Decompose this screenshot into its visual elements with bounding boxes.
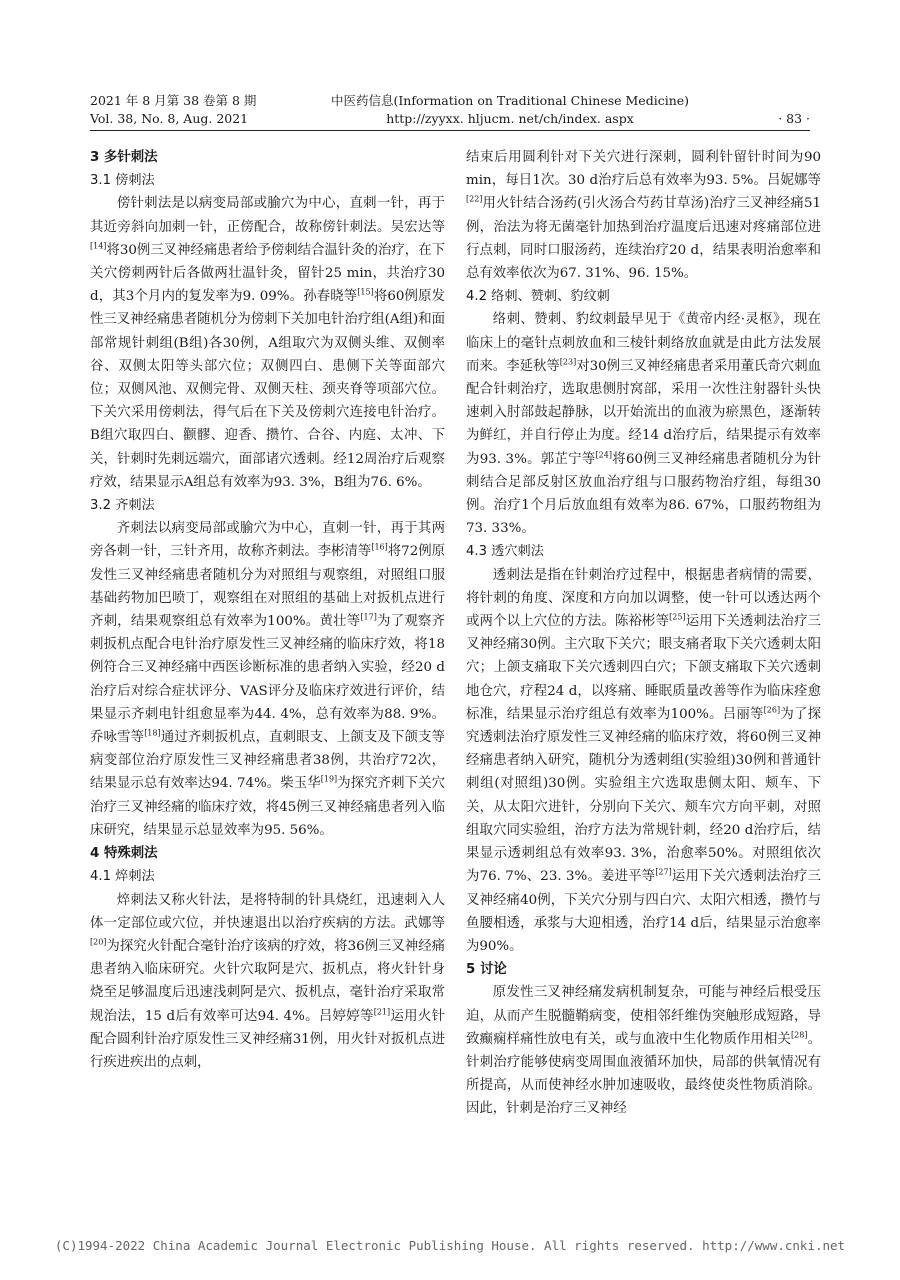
- section-4-3-paragraph: 透刺法是指在针刺治疗过程中，根据患者病情的需要，将针刺的角度、深度和方向加以调整，使一针可以透达两个或两个以上穴位的方法。陈裕彬等[25]运用下关透刺法治疗三叉神经痛30例。主穴取下关穴；眼支痛者取下关穴透刺太阳穴；上颌支痛取下关穴透刺四白穴；下颌支痛取下关穴透刺地仓穴，疗程24 d，以疼痛、睡眠质量改善等作为临床痊愈标准，结果显示治疗组总有效率为100%。吕丽等[26]为了探究透刺法治疗原发性三叉神经痛的临床疗效，将60例三叉神经痛患者纳入研究，随机分为透刺组(实验组)30例和普通针刺组(对照组)30例。实验组主穴选取患侧太阳、颊车、下关，从太阳穴进针，分别向下关穴、颊车穴方向平刺，对照组取穴同实验组，治疗方法为常规针刺，经20 d治疗后，结果显示透刺组总有效率93. 3%，治愈率50%。对照组依次为76. 7%、23. 3%。姜进平等[27]运用下关穴透刺法治疗三叉神经痛40例，下关穴分别与四白穴、太阳穴相透，攒竹与鱼腰相透，承浆与大迎相透，治疗14 d后，结果显示治愈率为90%。: [466, 567, 822, 954]
- citation: [24]: [595, 450, 612, 460]
- journal-info: [320, 92, 700, 128]
- citation: [23]: [559, 357, 577, 367]
- issue-info: [90, 92, 256, 128]
- section-4-2-heading: 4.2 络刺、赞刺、豹纹刺: [466, 289, 610, 305]
- issue-cn: 2021 年 8 月第 38 卷第 8 期: [90, 93, 257, 108]
- section-4-2-paragraph: 络刺、赞刺、豹纹刺最早见于《黄帝内经·灵枢》，现在临床上的毫针点刺放血和三棱针刺络放血就是由此方法发展而来。李延秋等[23]对30例三叉神经痛患者采用董氏奇穴刺血配合针刺治疗，选取患侧肘窝部，采用一次性注射器针头快速刺入肘部鼓起静脉，以开始流出的血液为瘀黑色，逐渐转为鲜红，并自行停止为度。经14 d治疗后，结果提示有效率为93. 3%。郭芷宁等[24]将60例三叉神经痛患者随机分为针刺结合足部反射区放血治疗组与口服药物治疗组，每组30例。治疗1个月后放血组有效率为86. 67%，口服药物组为73. 33%。: [466, 312, 821, 537]
- copyright-footer: (C)1994-2022 China Academic Journal Electronic Publishing House. All rights reserved. http://www.cnki.net: [54, 1238, 846, 1253]
- citation: [28]: [791, 1030, 808, 1040]
- section-5-paragraph: 原发性三叉神经痛发病机制复杂，可能与神经后根受压迫，从而产生脱髓鞘病变，使相邻纤维伪突触形成短路，导致癫痫样痛性放电有关，或与血液中生化物质作用相关[28]。针刺治疗能够使病变周围血液循环加快，局部的供氧情况有所提高，从而使神经水肿加速吸收，最终使炎性物质消除。因此，针刺是治疗三叉神经: [466, 985, 822, 1117]
- journal-title: 中医药信息(Information on Traditional Chinese Medicine): [330, 93, 690, 108]
- citation: [18]: [144, 728, 161, 738]
- continued-paragraph: 结束后用圆利针对下关穴进行深刺，圆利针留针时间为90 min，每日1次。30 d治疗后总有效率为93. 5%。吕妮娜等[22]用火针结合汤药(引火汤合芍药甘草汤)治疗三叉神经痛51例，治法为将无菌毫针加热到治疗温度后迅速对疼痛部位进行点刺，同时口服汤药，连续治疗20 d，结果表明治愈率和总有效率依次为67. 31%、96. 15%。: [466, 150, 821, 282]
- section-3-2-paragraph: 齐刺法以病变局部或腧穴为中心，直刺一针，再于其两旁各刺一针，三针齐用，故称齐刺法。李彬清等[16]将72例原发性三叉神经痛患者随机分为对照组与观察组，对照组口服基础药物加巴喷丁，观察组在对照组的基础上对扳机点进行齐刺，结果观察组总有效率为100%。黄壮等[17]为了观察齐刺扳机点配合电针治疗原发性三叉神经痛的临床疗效，将18例符合三叉神经痛中西医诊断标准的患者纳入实验，经20 d治疗后对综合症状评分、VAS评分及临床疗效进行评价，结果显示齐刺电针组愈显率为44. 4%，总有效率为88. 9%。乔咏雪等[18]通过齐刺扳机点，直刺眼支、上颌支及下颌支等病变部位治疗原发性三叉神经痛患者38例，共治疗72次，结果显示总有效率达94. 74%。柴玉华[19]为探究齐刺下关穴治疗三叉神经痛的临床疗效，将45例三叉神经痛患者列入临床研究，结果显示总显效率为95. 56%。: [90, 521, 446, 838]
- citation: [22]: [466, 194, 483, 204]
- citation: [15]: [357, 287, 374, 297]
- citation: [16]: [371, 542, 388, 552]
- citation: [20]: [90, 937, 107, 947]
- left-column: [90, 146, 445, 1074]
- section-4-heading: 4 特殊刺法: [90, 846, 158, 862]
- section-4-1-heading: 4.1 焠刺法: [90, 869, 155, 885]
- citation: [25]: [669, 612, 686, 622]
- section-3-1-paragraph: 傍针刺法是以病变局部或腧穴为中心，直刺一针，再于其近旁斜向加刺一针，正傍配合，故称傍针刺法。吴宏达等[14]将30例三叉神经痛患者给予傍刺结合温针灸的治疗，在下关穴傍刺两针后各做两壮温针灸，留针25 min，共治疗30 d，其3个月内的复发率为9. 09%。孙春晓等[15]将60例原发性三叉神经痛患者随机分为傍刺下关加电针治疗组(A组)和面部常规针刺组(B组)各30例，A组取穴为双侧头维、双侧率谷、双侧太阳等头部穴位；双侧四白、患侧下关等面部穴位；双侧风池、双侧完骨、双侧天柱、颈夹脊等项部穴位。下关穴采用傍刺法，得气后在下关及傍刺穴连接电针治疗。B组穴取四白、颧髎、迎香、攒竹、合谷、内庭、太冲、下关，针刺时先刺远端穴，面部诸穴透刺。经12周治疗后观察疗效，结果显示A组总有效率为93. 3%，B组为76. 6%。: [90, 196, 445, 490]
- citation: [27]: [655, 867, 672, 877]
- citation: [26]: [763, 705, 781, 715]
- section-3-2-heading: 3.2 齐刺法: [90, 498, 155, 514]
- section-4-1-paragraph: 焠刺法又称火针法，是将特制的针具烧红，迅速刺入人体一定部位或穴位，并快速退出以治疗疾病的方法。武娜等[20]为探究火针配合毫针治疗该病的疗效，将36例三叉神经痛患者纳入临床研究。火针穴取阿是穴、扳机点，将火针针身烧至足够温度后迅速浅刺阿是穴、扳机点，毫针治疗采取常规治法，15 d后有效率可达94. 4%。吕婷婷等[21]运用火针配合圆利针治疗原发性三叉神经痛31例，用火针对扳机点进行疾进疾出的点刺，: [90, 892, 446, 1070]
- page-header: [90, 92, 810, 131]
- page-number: · 83 ·: [778, 111, 810, 126]
- right-column: [466, 146, 821, 1121]
- citation: [19]: [320, 775, 338, 785]
- citation: [21]: [373, 1007, 391, 1017]
- section-4-3-heading: 4.3 透穴刺法: [466, 544, 544, 560]
- section-3-heading: 3 多针刺法: [90, 150, 158, 165]
- section-3-1-heading: 3.1 傍刺法: [90, 173, 155, 189]
- journal-url: http://zyyxx. hljucm. net/ch/index. aspx: [386, 111, 634, 126]
- citation: [17]: [360, 612, 377, 622]
- section-5-heading: 5 讨论: [466, 962, 507, 978]
- citation: [14]: [90, 241, 107, 251]
- issue-en: Vol. 38, No. 8, Aug. 2021: [90, 111, 249, 126]
